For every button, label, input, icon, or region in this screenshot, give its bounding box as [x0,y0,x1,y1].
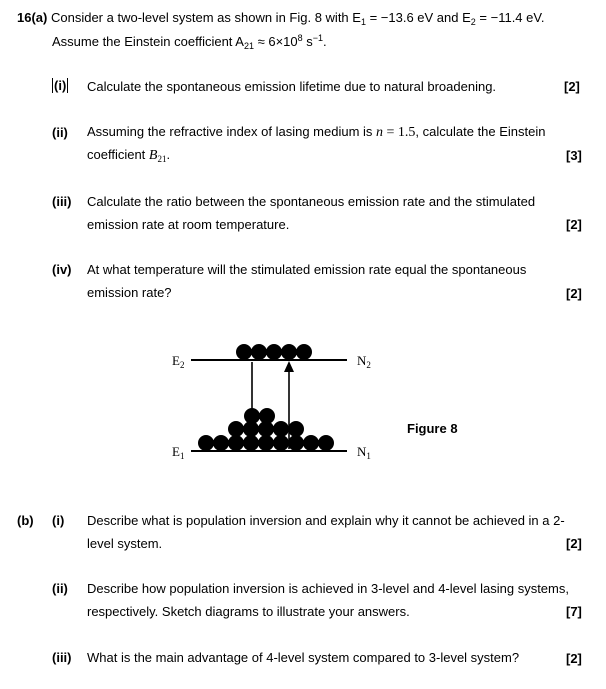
atom-dot [213,435,229,451]
part-b-iii-number: (iii) [52,650,72,665]
part-a-i-number: (i) [54,78,67,93]
part-a-ii-text-line1: Assuming the refractive index of lasing medium is n = 1.5, calculate the Einstein [87,124,546,140]
lower-atoms [198,408,334,451]
part-b-ii-marks: [7] [566,604,582,619]
part-a-iv-text-line1: At what temperature will the stimulated emission rate equal the spontaneous [87,262,527,277]
part-a-i-marks: [2] [564,79,580,94]
part-b-i-text-line1: Describe what is population inversion and explain why it cannot be achieved in a 2- [87,513,565,528]
atom-dot [243,435,259,451]
atom-dot [273,421,289,437]
atom-dot [288,421,304,437]
part-b-iii-marks: [2] [566,651,582,666]
atom-dot [198,435,214,451]
atom-dot [228,435,244,451]
figure-caption: Figure 8 [407,421,458,436]
part-a-iv-text-line2: emission rate? [87,285,172,300]
atom-dot [228,421,244,437]
part-b-i-number: (i) [52,513,65,528]
part-a-iii-marks: [2] [566,217,582,232]
atom-dot [296,344,312,360]
e1-label: $E_1$ [172,444,185,461]
part-a-i-text: Calculate the spontaneous emission lifetime due to natural broadening. [87,79,497,94]
part-a-ii-marks: [3] [566,148,582,163]
part-a-iv-number: (iv) [52,262,72,277]
atom-dot [251,344,267,360]
atom-dot [236,344,252,360]
upper-atoms [236,344,312,360]
question-16a-line2: Assume the Einstein coefficient $A_{21} \approx 6\times 10^8$ $s^{-1}$. [52,33,327,51]
atom-dot [266,344,282,360]
n2-label: $N_2$ [357,353,371,370]
atom-dot [258,435,274,451]
part-b-iii-text: What is the main advantage of 4-level system compared to 3-level system? [87,650,520,665]
part-a-ii-number: (ii) [52,125,68,140]
question-16a-line1: 16(a) Consider a two-level system as shown in Fig. 8 with $E_1 = -13.6$ eV and $E_2 = -11.4$ eV. [17,10,545,27]
e2-label: $E_2$ [172,353,185,370]
atom-dot [318,435,334,451]
atom-dot [273,435,289,451]
part-a-ii-text-line2: coefficient $B_{21}$. [87,147,171,164]
question-number: 16(a) [17,10,48,25]
part-b-label: (b) [17,513,34,528]
part-b-ii-number: (ii) [52,581,68,596]
atom-dot [288,435,304,451]
part-b-ii-text-line1: Describe how population inversion is achieved in 3-level and 4-level lasing systems, [87,581,569,596]
atom-dot [303,435,319,451]
atom-dot [281,344,297,360]
part-a-iii-text-line2: emission rate at room temperature. [87,217,290,232]
part-a-iii-text-line1: Calculate the ratio between the spontaneous emission rate and the stimulated [87,194,536,209]
n1-label: $N_1$ [357,444,371,461]
absorption-arrowhead [284,361,294,372]
part-b-i-text-line2: level system. [87,536,163,551]
part-a-iv-marks: [2] [566,286,582,301]
part-b-ii-text-line2: respectively. Sketch diagrams to illustrate your answers. [87,604,410,619]
part-a-iii-number: (iii) [52,194,72,209]
atom-dot [259,408,275,424]
part-b-i-marks: [2] [566,536,582,551]
